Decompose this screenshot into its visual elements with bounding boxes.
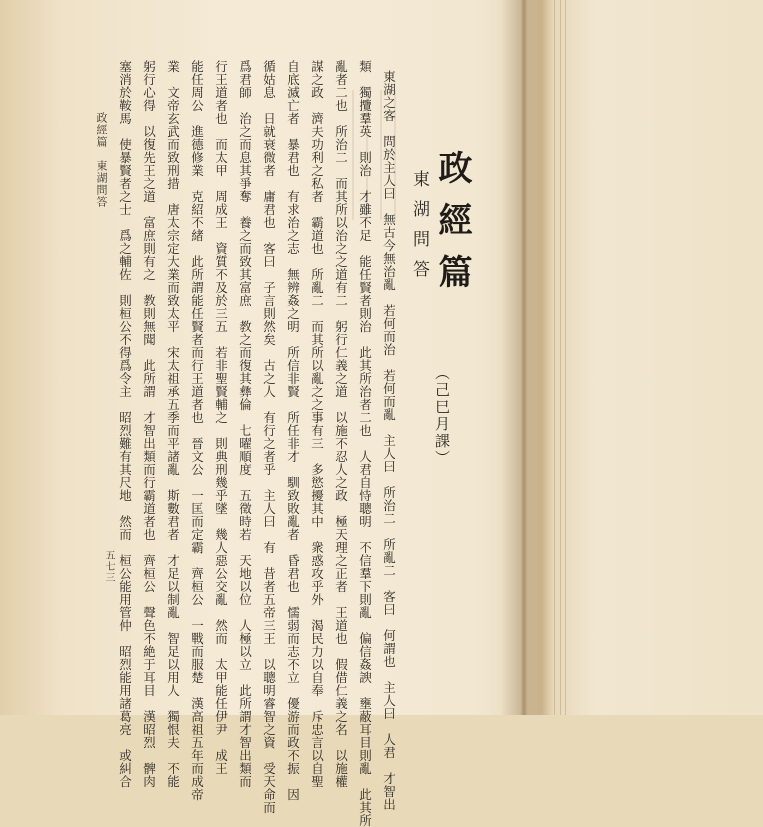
section-subtitle: 東湖問答	[409, 170, 429, 290]
text-column: 謀之政 濟夫功利之私者 霸道也 所亂二 而其所以亂之之事有三 多慾擾其中 衆惑攻乎外 渴民力以自奉 斥忠言以自聖	[309, 60, 325, 788]
text-column: 躬行心得 以復先王之道 富庶則有之 教則無聞 此所謂 才智出類而行霸道者也 齊桓公 聲色不絶于耳目 漢昭烈 髀肉	[141, 60, 157, 788]
page-edge-line	[560, 0, 561, 715]
page-number: 五七三	[103, 550, 114, 583]
text-column: 爲君師 治之而息其爭奪 養之而致其富庶 教之而復其彝倫 七曜順度 五徵時若 天地以位 人極以立 此所謂才智出類而	[237, 60, 253, 788]
text-column: 能任周公 進德修業 克紹不緒 此所謂能任賢者而行王道者也 晉文公 一匡而定霸 齊桓公 一戰而服楚 漢高祖五年而成帝	[189, 60, 205, 801]
text-column: 循姑息 日就衰微者 庸君也 客曰 子言則然矣 古之人 有行之者乎 主人曰 有 昔者五帝三王 以聰明睿智之資 受天命而	[261, 60, 277, 814]
text-column: 行王道者也 而太甲 周成王 資質不及於三五 若非聖賢輔之 則典刑幾乎墜 幾人惡公交亂 然而 太甲能任伊尹 成王	[213, 60, 229, 775]
text-column: 亂者二也 所治二 而其所以治之之道有二 躬行仁義之道 以施不忍人之政 極天理之正者 王道也 假借仁義之名 以施權	[333, 60, 349, 788]
date-note: （己巳月課）	[433, 365, 451, 467]
page-title: 政經篇	[432, 150, 472, 306]
text-column: 塞消於鞍馬 使暴賢者之士 爲之輔佐 則桓公不得爲令主 昭烈難有其尺地 然而 桓公能用管仲 昭烈能用諸葛亮 或糾合	[117, 60, 133, 788]
right-page	[548, 0, 763, 715]
text-column: 自底滅亡者 暴君也 有求治之志 無辨姦之明 所信非賢 所任非才 馴致敗亂者 昏君也 懦弱而志不立 優游而政不振 因	[285, 60, 301, 801]
text-column: 類 獨攬羣英 則治 才雖不足 能任賢者則治 此其所治者二也 人君自恃聰明 不信羣下則亂 偏信姦諛 壅蔽耳目則亂 此其所	[357, 60, 373, 827]
page-edge-line	[554, 0, 555, 715]
book-gutter	[500, 0, 546, 715]
text-column: 東湖之客 問於主人曰 無古今無治亂 若何而治 若何而亂 主人曰 所治二 所亂二 客曰 何謂也 主人曰 人君 才智出	[381, 70, 397, 811]
running-header: 政經篇 東湖問答	[95, 112, 108, 208]
show-through-text	[348, 90, 408, 220]
page-edge-line	[565, 0, 566, 715]
text-column: 業 文帝玄武而致刑措 唐太宗定大業而致太平 宋太祖承五季而平諸亂 斯數君者 才足以制亂 智足以用人 獨恨夫 不能	[165, 60, 181, 788]
